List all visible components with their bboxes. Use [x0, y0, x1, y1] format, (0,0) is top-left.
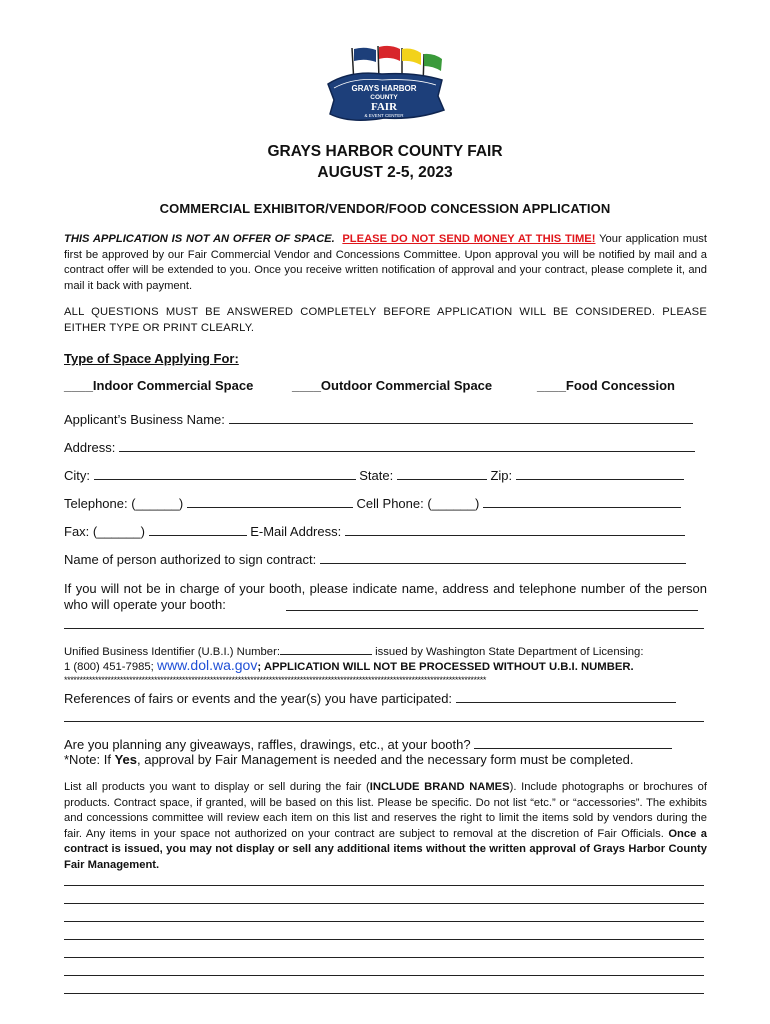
state-field[interactable]: [397, 467, 487, 480]
separator-stars: ****************************************************************************************************************************************: [64, 675, 486, 685]
dol-phone: 1 (800) 451-7985;: [64, 661, 157, 673]
giveaways-label: Are you planning any giveaways, raffles, drawings, etc., at your booth?: [64, 737, 471, 752]
products-line-7[interactable]: [64, 993, 704, 994]
note-suffix: , approval by Fair Management is needed and the necessary form must be completed.: [137, 752, 634, 767]
products-line-3[interactable]: [64, 921, 704, 922]
products-line-5[interactable]: [64, 957, 704, 958]
cell-phone-field[interactable]: [483, 495, 681, 508]
flag-green: [424, 54, 442, 71]
giveaways-field[interactable]: [474, 736, 672, 749]
authorized-person-row: [64, 551, 707, 567]
svg-text:& EVENT CENTER: & EVENT CENTER: [364, 113, 404, 118]
dol-link[interactable]: www.dol.wa.gov: [156, 657, 258, 673]
business-name-row: [64, 411, 707, 427]
business-name-label: Applicant’s Business Name:: [64, 412, 225, 427]
ubi-field[interactable]: [280, 642, 372, 655]
email-label: E-Mail Address:: [250, 524, 342, 539]
references-label: References of fairs or events and the year(s) you have participated:: [64, 691, 453, 706]
booth-operator-question: If you will not be in charge of your booth, please indicate name, address and telephone number of the person who will operate your booth:: [64, 581, 707, 612]
intro-paragraph: [64, 232, 707, 294]
products-bold-end: Once a contract is issued, you may not display or sell any additional items without the written approval of Grays Harbor County Fair Management.: [64, 827, 708, 871]
products-part2: ). Include photographs or brochures of products. Contract space, if granted, will be based on this list. Please be specific. Do not list “etc.” or “accessories”. The exhibits and concessions committee will review each item on this list and reserves the right to limit the items sold by vendors during the fair. Any items in your space not authorized on your contract are subject to removal at the discretion of Fair Officials.: [64, 781, 707, 840]
cell-phone-label: Cell Phone: (______): [356, 496, 480, 511]
not-offer-notice: THIS APPLICATION IS NOT AN OFFER OF SPACE.: [64, 233, 335, 245]
products-part1: List all products you want to display or sell during the fair (: [64, 781, 370, 793]
flag-yellow: [402, 49, 421, 66]
booth-operator-field-2[interactable]: [64, 628, 704, 629]
address-label: Address:: [64, 440, 116, 455]
products-line-2[interactable]: [64, 903, 704, 904]
ubi-warning: ; APPLICATION WILL NOT BE PROCESSED WITHOUT U.B.I. NUMBER.: [257, 661, 634, 673]
ubi-line-2: [64, 657, 707, 673]
products-line-1[interactable]: [64, 885, 704, 886]
zip-label: Zip:: [490, 468, 513, 483]
option-outdoor-commercial[interactable]: ____Outdoor Commercial Space: [292, 378, 493, 393]
zip-field[interactable]: [516, 467, 684, 480]
address-field[interactable]: [119, 439, 695, 452]
email-field[interactable]: [345, 523, 685, 536]
ubi-issued-by: issued by Washington State Department of Licensing:: [371, 646, 644, 658]
products-line-6[interactable]: [64, 975, 704, 976]
fair-title: GRAYS HARBOR COUNTY FAIR: [267, 143, 503, 160]
ubi-line: [64, 642, 707, 658]
option-food-concession[interactable]: ____Food Concession: [537, 378, 675, 393]
note-row: [64, 752, 707, 767]
telephone-row: [64, 495, 707, 511]
application-subtitle: COMMERCIAL EXHIBITOR/VENDOR/FOOD CONCESSION APPLICATION: [159, 201, 611, 216]
svg-text:GRAYS HARBOR: GRAYS HARBOR: [351, 84, 417, 93]
city-row: [64, 467, 707, 483]
products-instructions: [64, 780, 707, 873]
address-row: [64, 439, 707, 455]
city-field[interactable]: [94, 467, 356, 480]
booth-operator-field-1[interactable]: [286, 610, 698, 611]
authorized-person-label: Name of person authorized to sign contract:: [64, 552, 317, 567]
all-questions-notice: ALL QUESTIONS MUST BE ANSWERED COMPLETELY BEFORE APPLICATION WILL BE CONSIDERED. PLEASE EITHER TYPE OR PRINT CLEARLY.: [64, 306, 707, 334]
authorized-person-field[interactable]: [320, 551, 686, 564]
fax-label: Fax: (______): [64, 524, 145, 539]
fair-dates: AUGUST 2-5, 2023: [317, 164, 453, 181]
telephone-field[interactable]: [187, 495, 353, 508]
products-brand-names: INCLUDE BRAND NAMES: [369, 781, 510, 793]
fair-logo: [320, 44, 450, 132]
no-money-warning: PLEASE DO NOT SEND MONEY AT THIS TIME!: [342, 233, 596, 245]
space-type-heading: Type of Space Applying For:: [64, 351, 239, 366]
flag-red: [379, 46, 400, 61]
svg-text:FAIR: FAIR: [370, 101, 398, 113]
svg-text:COUNTY: COUNTY: [370, 94, 398, 101]
note-yes: Yes: [114, 752, 137, 767]
references-row: [64, 690, 707, 706]
option-indoor-commercial[interactable]: ____Indoor Commercial Space: [64, 378, 254, 393]
state-label: State:: [359, 468, 394, 483]
note-prefix: *Note: If: [64, 752, 115, 767]
references-field-2[interactable]: [64, 721, 704, 722]
business-name-field[interactable]: [229, 411, 693, 424]
fax-field[interactable]: [149, 523, 247, 536]
references-field[interactable]: [456, 690, 676, 703]
products-line-4[interactable]: [64, 939, 704, 940]
giveaways-row: [64, 736, 707, 752]
flag-navy: [354, 48, 376, 62]
ubi-label: Unified Business Identifier (U.B.I.) Number:: [64, 646, 280, 658]
city-label: City:: [64, 468, 90, 483]
telephone-label: Telephone: (______): [64, 496, 184, 511]
intro-body: Your application must first be approved by our Fair Commercial Vendor and Concessions Committee. Upon approval you will be notified by mail and a contract offer will be extended to you. Once you receive written notification of approval and your contract, please complete it, and mail it back with payment.: [64, 233, 707, 292]
fax-row: [64, 523, 707, 539]
